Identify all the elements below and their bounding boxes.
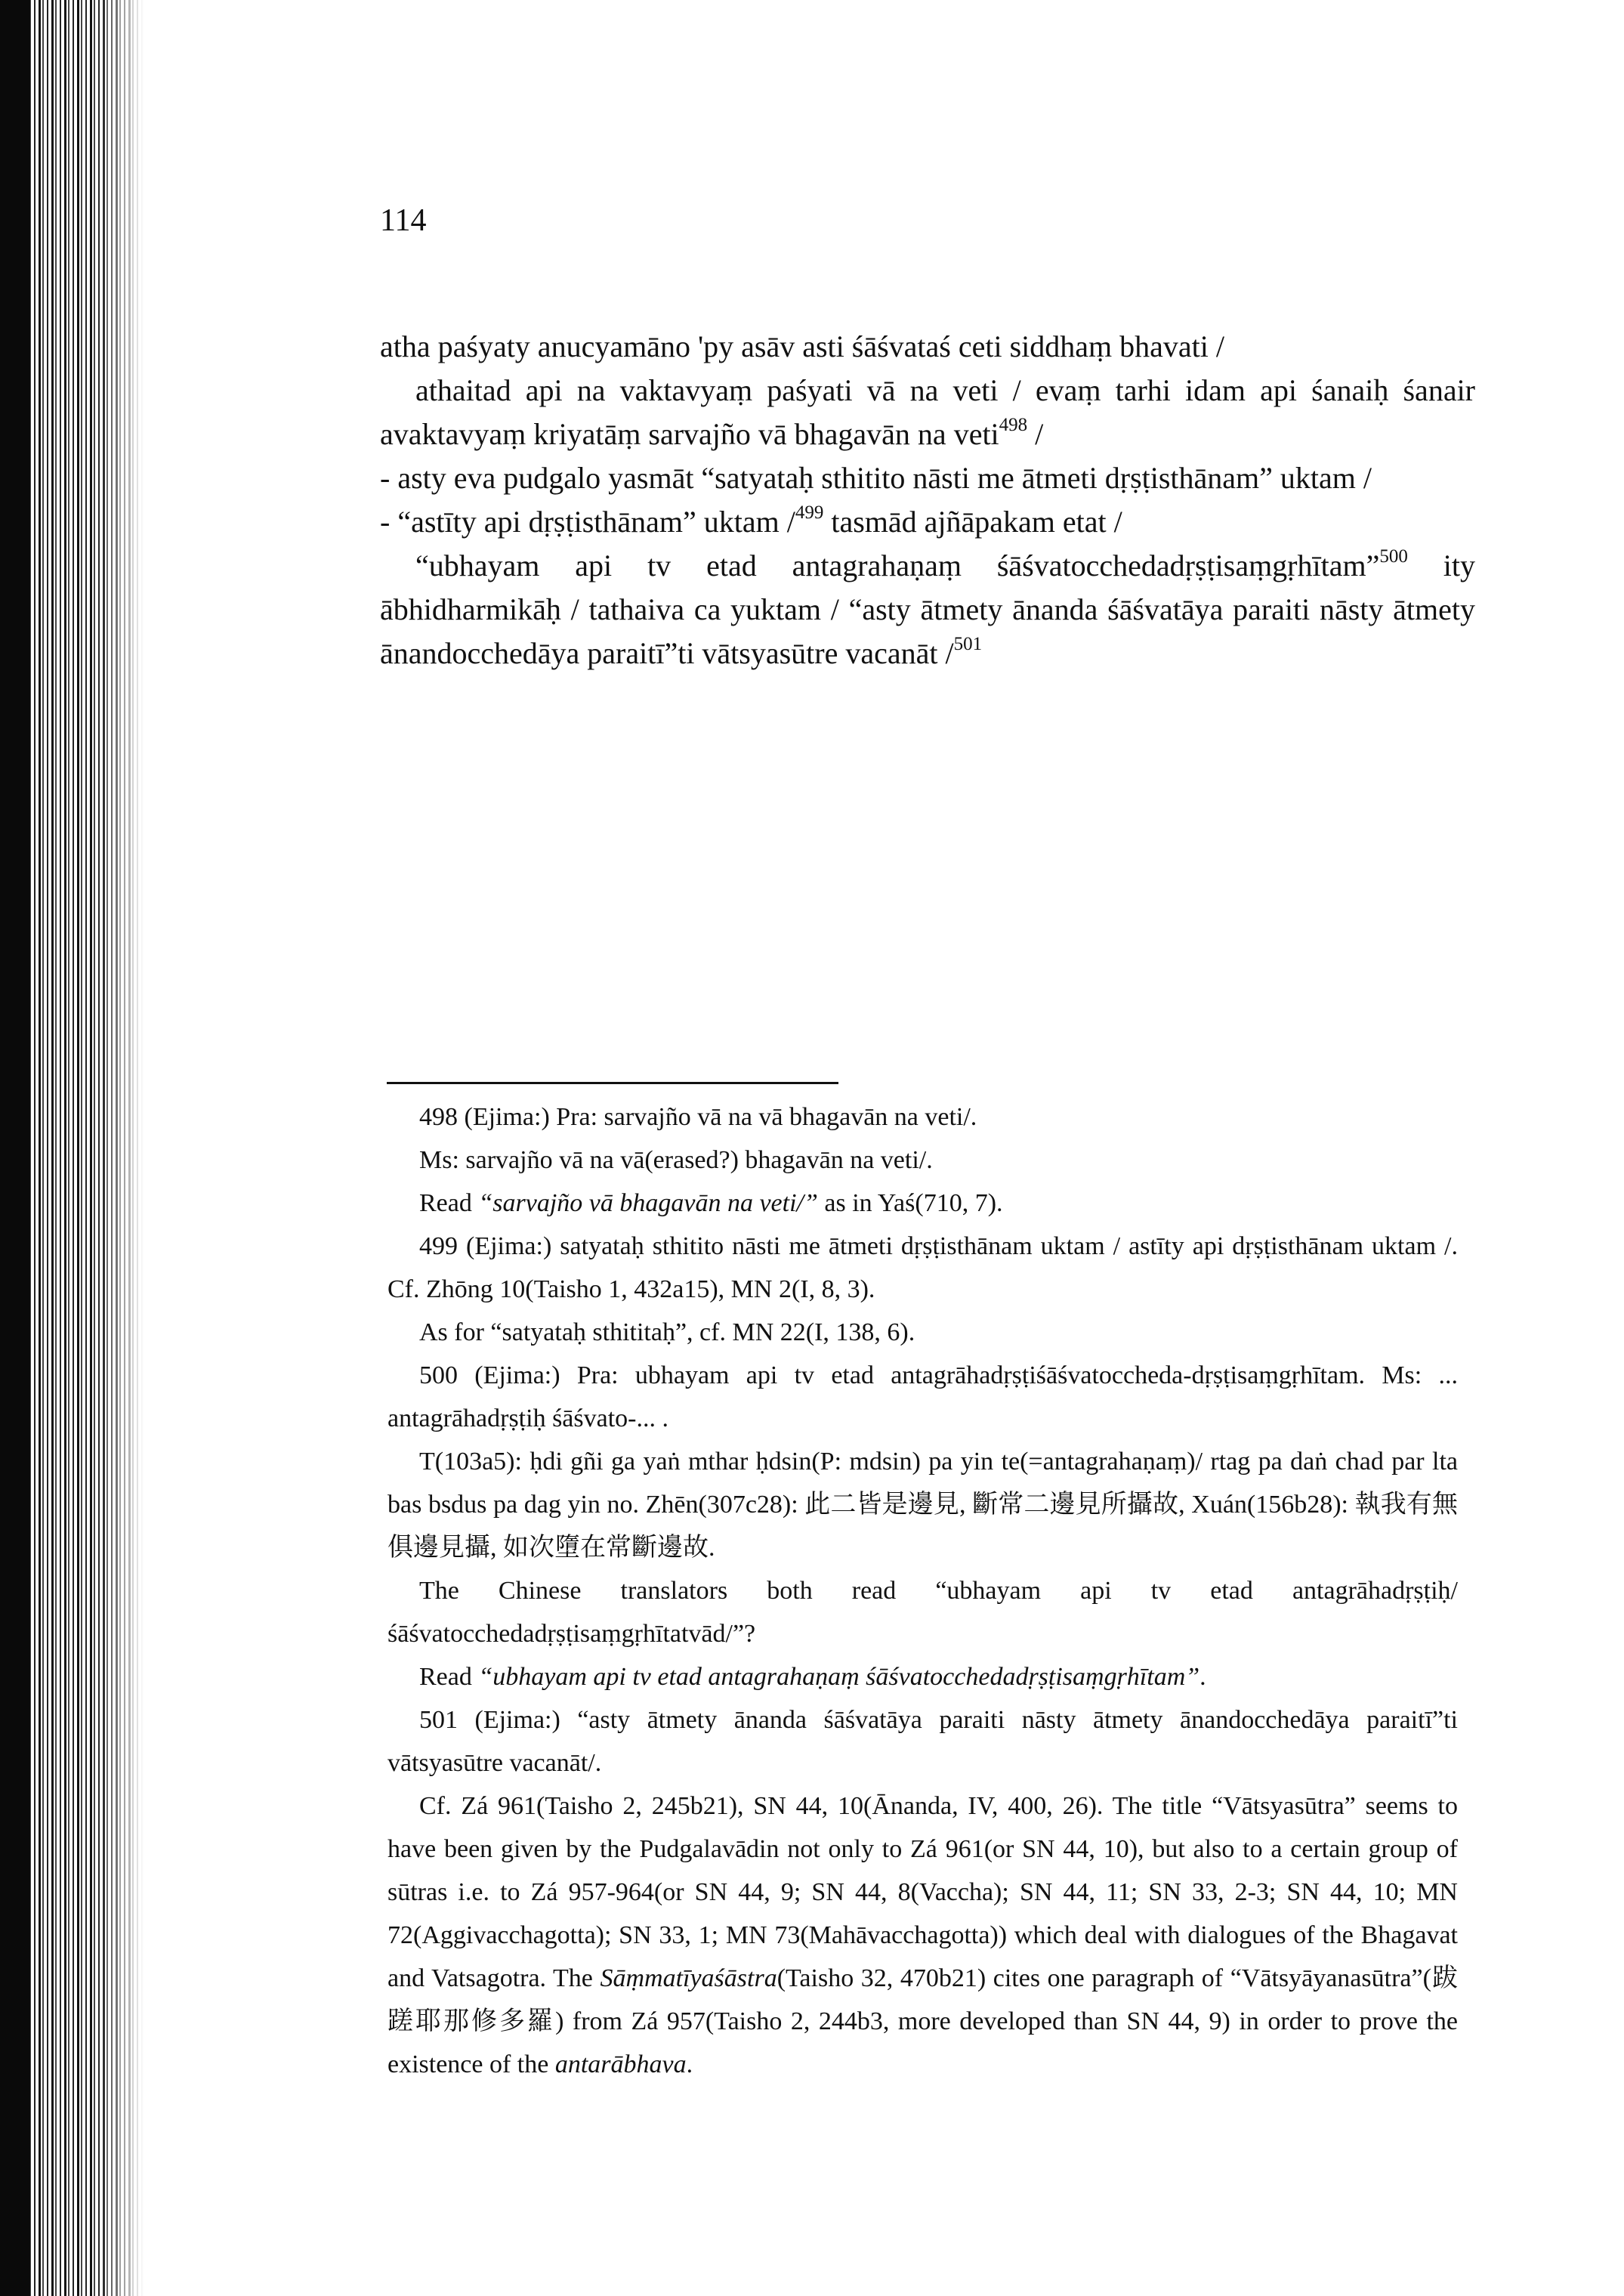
footnote: 499 (Ejima:) satyataḥ sthitito nāsti me ātmeti dṛṣṭisthānam uktam / astīty api dṛṣṭisthānam uktam /. Cf. Zhōng 10(Taisho 1, 432a15), MN 2(I, 8, 3). (387, 1232, 1458, 1303)
scan-binding-shadow (0, 0, 30, 2296)
footnote: Read “ubhayam api tv etad antagrahaṇaṃ śāśvatocchedadṛṣṭisaṃgṛhītam”. (419, 1663, 1206, 1691)
main-line: “ubhayam api tv etad antagrahaṇaṃ śāśvatocchedadṛṣṭisaṃgṛhītam”$^{500}$ ity ābhidharmikāḥ / tathaiva ca yuktam / “asty ātmety ānanda śāśvatāya paraiti nāsty ātmety ānandocchedāya paraitī”ti vātsyasūtre vacanāt /$^{501}$ (380, 545, 1475, 670)
footnote-ref[interactable]: 500 (1379, 545, 1408, 567)
main-line: atha paśyaty anucyamāno 'py asāv asti śāśvataś ceti siddhaṃ bhavati / (380, 329, 1224, 363)
main-text (380, 325, 1475, 675)
footnotes (387, 1095, 1458, 2086)
footnote: Cf. Zá 961(Taisho 2, 245b21), SN 44, 10(Ānanda, IV, 400, 26). The title “Vātsyasūtra” seems to have been given by the Pudgalavādin not only to Zá 961(or SN 44, 10), but also to a certain group of sūtras i.e. to Zá 957-964(or SN 44, 9; SN 44, 8(Vaccha); SN 44, 11; SN 33, 2-3; SN 44, 10; MN 72(Aggivacchagotta); SN 33, 1; MN 73(Mahāvacchagotta)) which deal with dialogues of the Bhagavat and Vatsagotra. The Sāṃmatīyaśāstra(Taisho 32, 470b21) cites one paragraph of “Vātsyāyanasūtra”(跋蹉耶那修多羅) from Zá 957(Taisho 2, 244b3, more developed than SN 44, 9) in order to prove the existence of the antarābhava. (387, 1792, 1458, 2078)
footnote: T(103a5): ḥdi gñi ga yaṅ mthar ḥdsin(P: mdsin) pa yin te(=antagrahaṇaṃ)/ rtag pa daṅ chad par lta bas bsdus pa dag yin no. Zhēn(307c28): 此二皆是邊見, 斷常二邊見所攝故, Xuán(156b28): 執我有無俱邊見攝, 如次墮在常斷邊故. (387, 1448, 1458, 1562)
main-line: athaitad api na vaktavyaṃ paśyati vā na veti / evaṃ tarhi idam api śanaiḥ śanair avaktavyaṃ kriyatāṃ sarvajño vā bhagavān na veti$^{498}$ / (380, 373, 1475, 451)
footnote: The Chinese translators both read “ubhayam api tv etad antagrāhadṛṣṭiḥ/ śāśvatocchedadṛṣṭisaṃgṛhītatvād/”? (387, 1577, 1458, 1648)
page-number: 114 (380, 203, 427, 238)
main-line: - asty eva pudgalo yasmāt “satyataḥ sthitito nāsti me ātmeti dṛṣṭisthānam” uktam / (380, 461, 1372, 495)
footnote-ref[interactable]: 499 (795, 502, 824, 523)
main-line: - “astīty api dṛṣṭisthānam” uktam /$^{499}$ tasmād ajñāpakam etat / (380, 502, 1122, 539)
footnote: Ms: sarvajño vā na vā(erased?) bhagavān na veti/. (419, 1146, 933, 1174)
footnote: 498 (Ejima:) Pra: sarvajño vā na vā bhagavān na veti/. (419, 1103, 977, 1131)
footnote: Read “sarvajño vā bhagavān na veti/” as in Yaś(710, 7). (419, 1189, 1003, 1217)
footnote-ref[interactable]: 498 (999, 414, 1028, 435)
scan-binding-fade (98, 0, 144, 2296)
footnote: 501 (Ejima:) “asty ātmety ānanda śāśvatāya paraiti nāsty ātmety ānandocchedāya paraitī”ti vātsyasūtre vacanāt/. (387, 1706, 1458, 1777)
footnote: 500 (Ejima:) Pra: ubhayam api tv etad antagrāhadṛṣṭiśāśvatoccheda-dṛṣṭisaṃgṛhītam. Ms: ... antagrāhadṛṣṭiḥ śāśvato-... . (387, 1361, 1458, 1432)
footnote-separator (387, 1082, 838, 1084)
footnote-ref[interactable]: 501 (953, 633, 983, 654)
footnote: As for “satyataḥ sthititaḥ”, cf. MN 22(I, 138, 6). (419, 1318, 915, 1346)
